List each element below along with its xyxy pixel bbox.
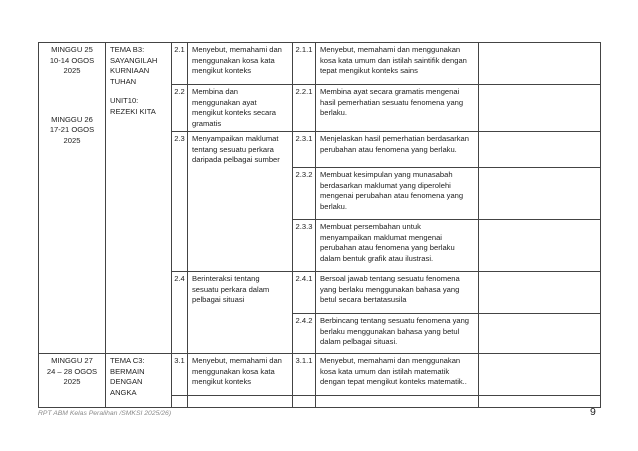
theme-cell [106, 354, 172, 408]
learning-objective: Membina ayat secara gramatis mengenai hasil pemerhatian sesuatu fenomena yang berlaku. [316, 85, 479, 132]
week-cell [39, 354, 106, 408]
notes-cell [479, 168, 601, 220]
empty-cell [172, 396, 188, 408]
objective-number: 2.4.1 [293, 272, 316, 314]
week-label: MINGGU 25 [51, 45, 93, 54]
objective-number: 2.3.1 [293, 132, 316, 168]
standard-number: 2.1 [172, 43, 188, 85]
empty-cell [293, 396, 316, 408]
learning-objective: Membuat persembahan untuk menyampaikan maklumat mengenai perubahan atau fenomena yang berlaku dalam bentuk grafik atau ilustrasi. [316, 220, 479, 272]
week-cell [39, 43, 106, 354]
objective-number: 2.4.2 [293, 314, 316, 354]
learning-objective: Menyebut, memahami dan menggunakan kosa kata umum dan istilah saintifik dengan tepat mengikut konteks sains [316, 43, 479, 85]
learning-objective: Berbincang tentang sesuatu fenomena yang berlaku menggunakan bahasa yang betul dalam pelbagai situasi. [316, 314, 479, 354]
standard-number: 2.3 [172, 132, 188, 272]
objective-number: 2.2.1 [293, 85, 316, 132]
learning-objective: Bersoal jawab tentang sesuatu fenomena yang berlaku menggunakan bahasa yang betul secara bertatasusila [316, 272, 479, 314]
objective-number: 3.1.1 [293, 354, 316, 396]
empty-cell [316, 396, 479, 408]
content-standard: Menyebut, memahami dan menggunakan kosa kata mengikut konteks [188, 43, 293, 85]
week-year: 2025 [63, 135, 81, 145]
theme-title: BERMAIN DENGAN ANGKA [110, 366, 145, 397]
theme-label: TEMA B3: [110, 45, 145, 54]
table-row [39, 354, 601, 396]
learning-objective: Membuat kesimpulan yang munasabah berdasarkan maklumat yang diperolehi mengenai perubahan atau fenomena yang berlaku. [316, 168, 479, 220]
unit-title: REZEKI KITA [110, 106, 156, 116]
learning-objective: Menyebut, memahami dan menggunakan kosa kata umum dan istilah matematik dengan tepat mengikut konteks matematik.. [316, 354, 479, 396]
week-label: MINGGU 27 [51, 356, 93, 365]
notes-cell [479, 354, 601, 396]
content-standard: Menyebut, memahami dan menggunakan kosa kata mengikut konteks [188, 354, 293, 396]
standard-number: 2.4 [172, 272, 188, 354]
empty-cell [188, 396, 293, 408]
notes-cell [479, 132, 601, 168]
notes-cell [479, 43, 601, 85]
notes-cell [479, 85, 601, 132]
week-year: 2025 [63, 377, 81, 386]
week-date: 24 – 28 OGOS [46, 366, 98, 376]
week-year: 2025 [63, 66, 81, 75]
theme-title: SAYANGILAH KURNIAAN TUHAN [110, 55, 158, 86]
unit-label: UNIT10: [110, 96, 139, 105]
content-standard: Berinteraksi tentang sesuatu perkara dalam pelbagai situasi [188, 272, 293, 354]
empty-cell [479, 396, 601, 408]
content-standard: Menyampaikan maklumat tentang sesuatu perkara daripada pelbagai sumber [188, 132, 293, 272]
objective-number: 2.1.1 [293, 43, 316, 85]
week-date: 17-21 OGOS [49, 125, 95, 134]
week-date: 10-14 OGOS [49, 55, 95, 65]
theme-cell [106, 43, 172, 354]
standard-number: 3.1 [172, 354, 188, 396]
content-standard: Membina dan menggunakan ayat mengikut konteks secara gramatis [188, 85, 293, 132]
theme-label: TEMA C3: [110, 356, 145, 365]
table-row [39, 43, 601, 85]
notes-cell [479, 272, 601, 314]
standard-number: 2.2 [172, 85, 188, 132]
notes-cell [479, 314, 601, 354]
objective-number: 2.3.3 [293, 220, 316, 272]
page-footer: RPT ABM Kelas Peralihan /SMKSI 2025/26) [38, 410, 172, 417]
learning-objective: Menjelaskan hasil pemerhatian berdasarkan perubahan atau fenomena yang berlaku. [316, 132, 479, 168]
page-number: 9 [590, 406, 596, 418]
week-label: MINGGU 26 [51, 114, 93, 124]
objective-number: 2.3.2 [293, 168, 316, 220]
notes-cell [479, 220, 601, 272]
lesson-plan-table [38, 42, 601, 408]
